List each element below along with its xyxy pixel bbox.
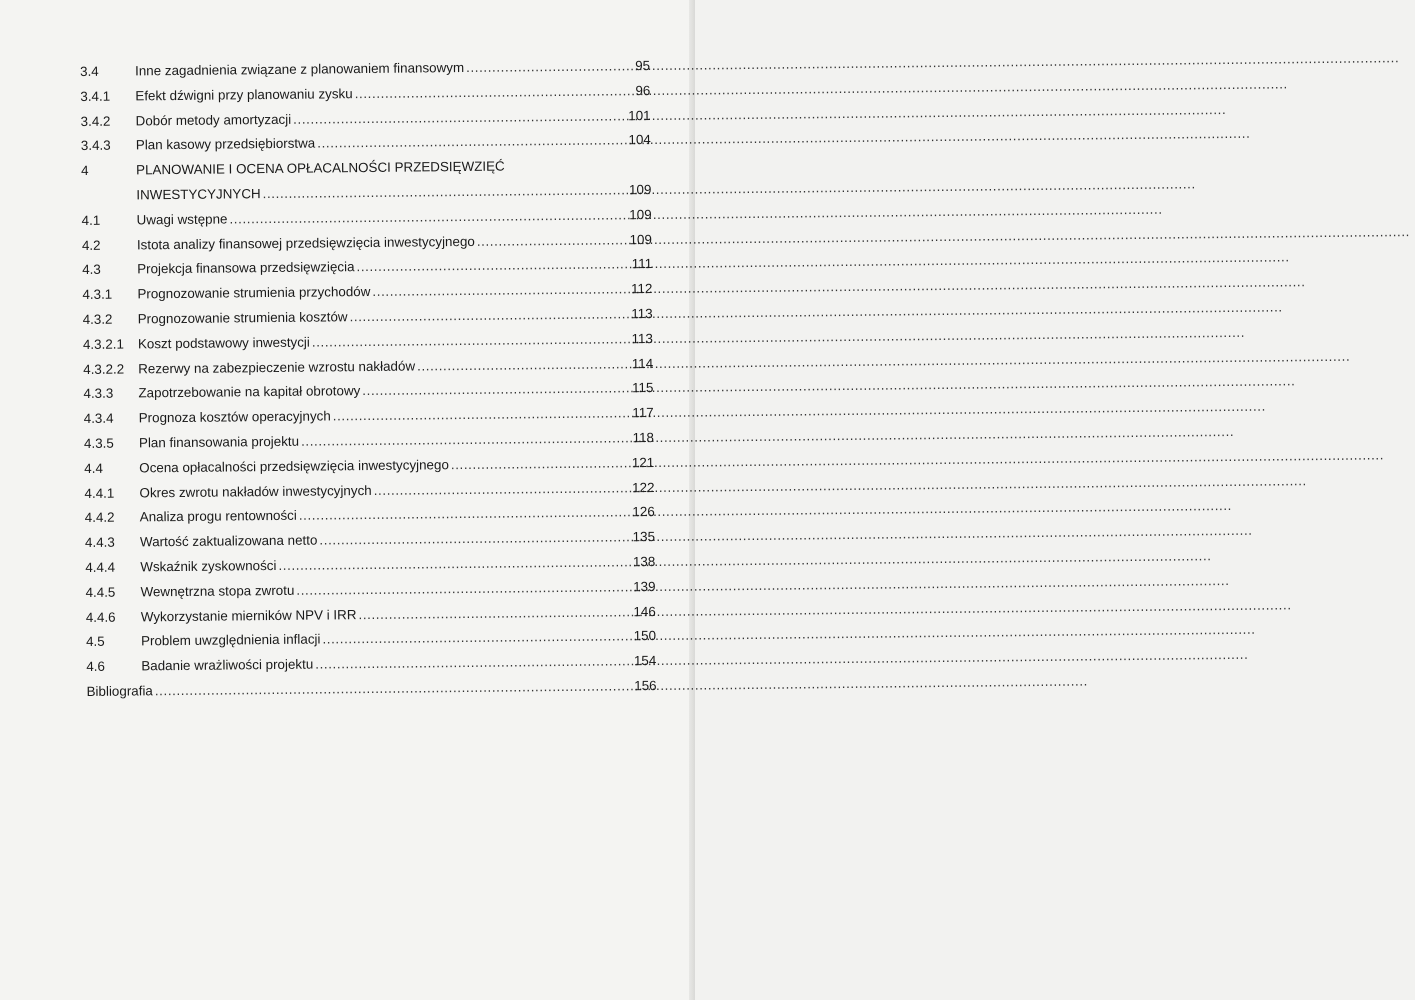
toc-entry-page: 101 bbox=[628, 107, 651, 123]
toc-leader-dots bbox=[319, 529, 629, 547]
toc-entry-number: 4.3.2.1 bbox=[82, 336, 124, 352]
toc-leader-dots bbox=[312, 331, 627, 349]
chapter-title-line1: PLANOWANIE I OCENA OPŁACALNOŚCI PRZEDSIĘWZIĘĆ bbox=[136, 158, 505, 178]
toc-entry-number: 4.3.2 bbox=[82, 311, 113, 327]
toc-entry-page: 118 bbox=[632, 429, 655, 446]
toc-entry-title: Efekt dźwigni przy planowaniu zysku bbox=[135, 85, 353, 104]
toc-entry-page: 104 bbox=[628, 132, 651, 148]
toc-entry-page: 121 bbox=[631, 454, 655, 470]
toc-entry-page: 150 bbox=[633, 628, 657, 644]
toc-entry-title: Ocena opłacalności przedsięwzięcia inwestycyjnego bbox=[139, 456, 449, 476]
toc-entry-title: Prognoza kosztów operacyjnych bbox=[138, 408, 331, 426]
toc-entry-number: 4.1 bbox=[81, 212, 101, 228]
toc-entry-number: 4.4.1 bbox=[84, 485, 115, 501]
bibliography-page: 156 bbox=[634, 677, 657, 694]
toc-entry-page: 117 bbox=[632, 405, 654, 421]
toc-leader-dots bbox=[229, 207, 625, 226]
toc-entry-page: 109 bbox=[629, 206, 652, 223]
toc-entry-title: Badanie wrażliwości projektu bbox=[141, 656, 314, 674]
table-of-contents bbox=[80, 58, 657, 709]
chapter-number-spacer bbox=[81, 199, 136, 200]
toc-entry-page: 138 bbox=[632, 553, 656, 570]
chapter-number: 4 bbox=[81, 163, 89, 179]
toc-entry-number: 4.6 bbox=[86, 658, 106, 675]
toc-entry-title: Analiza progu rentowności bbox=[139, 508, 297, 525]
toc-entry-page: 95 bbox=[635, 58, 651, 74]
toc-entry-title: Problem uwzględnienia inflacji bbox=[140, 631, 321, 649]
toc-entry-title: Plan kasowy przedsiębiorstwa bbox=[135, 135, 316, 153]
toc-leader-dots bbox=[358, 604, 629, 622]
toc-leader-dots bbox=[356, 257, 626, 275]
toc-entry-title: Dobór metody amortyzacji bbox=[135, 111, 292, 129]
toc-leader-dots bbox=[315, 653, 630, 671]
toc-entry-number: 4.4.6 bbox=[85, 609, 116, 625]
toc-entry-title: Koszt podstawowy inwestycji bbox=[137, 334, 310, 352]
toc-entry-title: Projekcja finansowa przedsięwzięcia bbox=[137, 259, 355, 277]
toc-entry-title: Prognozowanie strumienia kosztów bbox=[137, 309, 348, 327]
toc-entry-title: Wartość zaktualizowana netto bbox=[139, 532, 318, 550]
toc-entry-number: 4.3.2.2 bbox=[83, 361, 125, 377]
document-page bbox=[0, 0, 695, 1000]
toc-leader-dots bbox=[466, 58, 624, 75]
toc-entry-number: 3.4.3 bbox=[80, 138, 111, 154]
toc-leader-dots bbox=[362, 381, 627, 399]
toc-entry-number: 4.3.4 bbox=[83, 410, 114, 427]
toc-entry-title: Zapotrzebowanie na kapitał obrotowy bbox=[138, 383, 361, 401]
toc-entry-number: 4.4.5 bbox=[85, 584, 116, 600]
toc-entry-page: 154 bbox=[633, 653, 657, 669]
toc-entry-page: 113 bbox=[631, 305, 653, 322]
toc-leader-dots bbox=[333, 405, 628, 423]
toc-entry-page: 113 bbox=[631, 330, 653, 347]
toc-entry-number: 3.4.2 bbox=[80, 113, 111, 129]
toc-entry-title: Plan finansowania projektu bbox=[138, 433, 300, 451]
page-edge bbox=[689, 0, 695, 1000]
toc-bibliography bbox=[86, 678, 656, 709]
toc-entry-number: 4.4.3 bbox=[84, 534, 115, 551]
toc-entry-page: 122 bbox=[632, 479, 655, 495]
toc-entry-title: Wewnętrzna stopa zwrotu bbox=[140, 582, 295, 600]
toc-entry-number: 4.3.5 bbox=[83, 435, 114, 451]
toc-entry-number: 4.5 bbox=[85, 634, 105, 650]
toc-leader-dots bbox=[417, 356, 627, 373]
toc-entry-title: Wskaźnik zyskowności bbox=[140, 557, 277, 575]
toc-entry-page: 139 bbox=[633, 578, 656, 594]
toc-leader-dots bbox=[301, 430, 628, 448]
toc-leader-dots bbox=[293, 108, 625, 126]
toc-entry-title: Uwagi wstępne bbox=[136, 211, 228, 228]
toc-leader-dots bbox=[322, 629, 630, 647]
toc-leader-dots bbox=[263, 182, 626, 201]
toc-entry-title: Rezerwy na zabezpieczenie wzrostu nakładów bbox=[138, 358, 416, 376]
toc-leader-dots bbox=[372, 281, 626, 299]
toc-entry-page: 126 bbox=[632, 504, 655, 520]
toc-entry-page: 135 bbox=[632, 529, 656, 545]
bibliography-title: Bibliografia bbox=[86, 683, 153, 699]
toc-entry-page: 96 bbox=[635, 82, 651, 98]
toc-entry-number: 4.4 bbox=[84, 460, 103, 476]
toc-entry-number: 4.2 bbox=[81, 237, 101, 253]
toc-entry-number: 3.4 bbox=[80, 63, 99, 79]
toc-entry-number: 3.4.1 bbox=[80, 88, 111, 104]
toc-entry-number: 4.3.3 bbox=[83, 386, 114, 402]
toc-entry-number: 4.3 bbox=[82, 262, 101, 278]
toc-leader-dots bbox=[296, 579, 629, 597]
toc-entry-page: 146 bbox=[633, 603, 656, 619]
toc-entry-page: 109 bbox=[629, 231, 652, 247]
toc-leader-dots bbox=[349, 306, 626, 324]
toc-entry-page: 114 bbox=[631, 355, 654, 371]
chapter-page: 109 bbox=[628, 182, 652, 198]
toc-entry-number: 4.4.2 bbox=[84, 510, 115, 526]
toc-entry-title: Istota analizy finansowej przedsięwzięcia inwestycyjnego bbox=[136, 233, 475, 252]
toc-leader-dots bbox=[299, 505, 629, 523]
chapter-title-line2: INWESTYCYJNYCH bbox=[136, 186, 261, 203]
toc-entry-page: 115 bbox=[631, 380, 654, 396]
toc-leader-dots bbox=[451, 455, 629, 472]
toc-entry-page: 111 bbox=[631, 256, 653, 272]
toc-entry-number: 4.3.1 bbox=[82, 286, 113, 303]
toc-leader-dots bbox=[278, 554, 629, 573]
toc-leader-dots bbox=[477, 232, 626, 249]
toc-entry-number: 4.4.4 bbox=[85, 559, 116, 575]
toc-entry-title: Prognozowanie strumienia przychodów bbox=[137, 284, 371, 302]
toc-entry-title: Wykorzystanie mierników NPV i IRR bbox=[140, 606, 357, 624]
toc-entry-title: Okres zwrotu nakładów inwestycyjnych bbox=[139, 482, 372, 500]
toc-leader-dots bbox=[374, 480, 629, 498]
toc-leader-dots bbox=[355, 83, 625, 101]
toc-entry-page: 112 bbox=[630, 281, 653, 297]
toc-leader-dots bbox=[317, 133, 625, 151]
toc-entry-title: Inne zagadnienia związane z planowaniem finansowym bbox=[134, 59, 465, 79]
